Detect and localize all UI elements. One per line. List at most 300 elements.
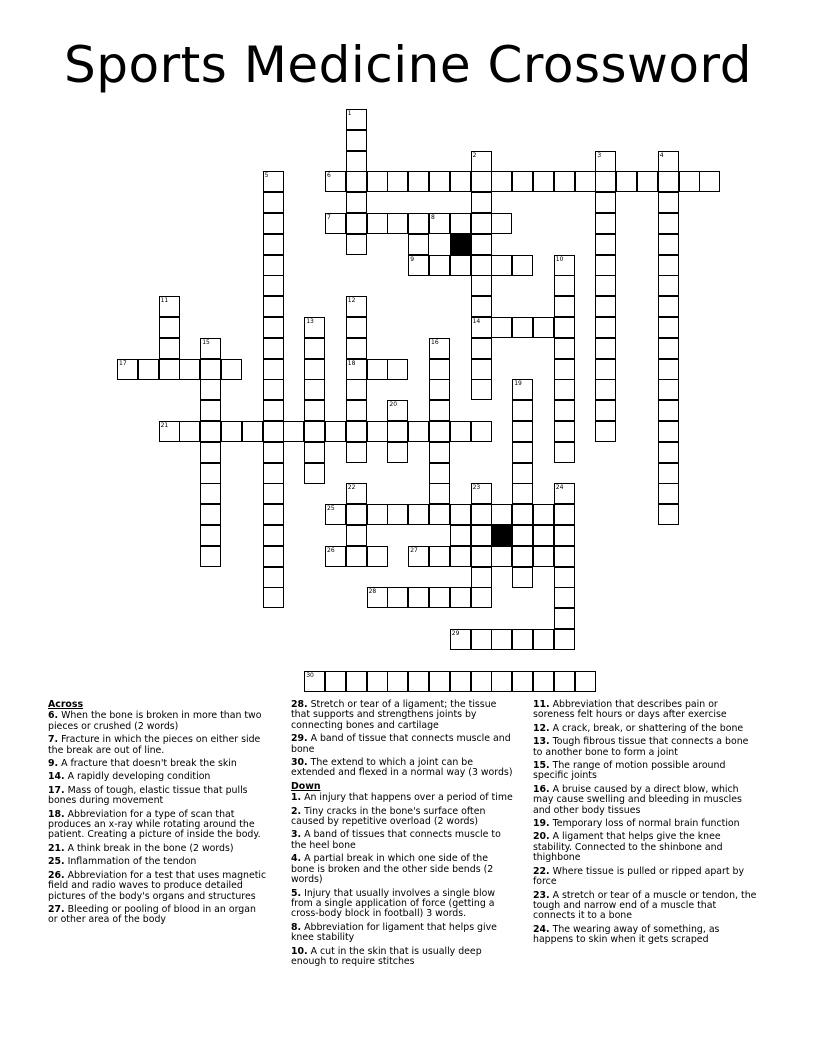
grid-cell[interactable] <box>471 671 492 692</box>
clue-number-label: 17 <box>119 359 127 367</box>
grid-cell[interactable] <box>491 546 512 567</box>
grid-cell[interactable] <box>595 296 616 317</box>
clue-number-label: 19 <box>514 380 522 388</box>
clue-item <box>533 724 758 734</box>
clue-number-label: 8 <box>431 214 435 221</box>
grid-cell[interactable] <box>658 317 679 338</box>
grid-cell[interactable] <box>263 463 284 484</box>
grid-cell[interactable] <box>367 546 388 567</box>
grid-cell[interactable] <box>263 359 284 380</box>
grid-cell[interactable] <box>387 671 408 692</box>
grid-cell[interactable] <box>159 317 180 338</box>
clue-item <box>48 711 268 732</box>
grid-cell[interactable] <box>595 192 616 213</box>
clue-number-label: 5 <box>264 172 269 180</box>
grid-cell[interactable] <box>346 338 367 359</box>
clue-text: The extend to which a joint can be extended and flexed in a normal way (3 words) <box>291 757 513 779</box>
grid-cell[interactable] <box>471 379 492 400</box>
grid-cell[interactable] <box>658 192 679 213</box>
grid-cell[interactable] <box>471 275 492 296</box>
grid-cell[interactable] <box>367 504 388 525</box>
grid-cell[interactable] <box>658 463 679 484</box>
grid-cell[interactable] <box>200 504 221 525</box>
grid-cell[interactable] <box>263 504 284 525</box>
grid-cell[interactable] <box>346 671 367 692</box>
grid-cell[interactable] <box>512 317 533 338</box>
clue-number: 3. <box>291 829 302 841</box>
grid-cell[interactable] <box>471 567 492 588</box>
grid-cell[interactable] <box>575 171 596 192</box>
grid-cell[interactable] <box>179 359 200 380</box>
grid-cell[interactable] <box>346 151 367 172</box>
clue-item <box>48 772 268 782</box>
grid-cell[interactable] <box>387 504 408 525</box>
clue-number: 9. <box>48 758 59 770</box>
clue-item <box>533 819 758 829</box>
grid-cell[interactable] <box>471 546 492 567</box>
grid-cell[interactable] <box>200 463 221 484</box>
grid-cell[interactable] <box>221 359 242 380</box>
clue-text: Injury that usually involves a single blow from a single application of force (getting a cross-body block in football) 3 words. <box>291 887 496 920</box>
grid-cell[interactable] <box>554 338 575 359</box>
clue-number-label: 29 <box>451 630 460 637</box>
grid-cell[interactable] <box>346 130 367 151</box>
grid-cell[interactable] <box>471 171 492 192</box>
grid-cell[interactable] <box>658 442 679 463</box>
grid-cell[interactable] <box>512 483 533 504</box>
grid-cell[interactable] <box>533 546 554 567</box>
grid-cell[interactable] <box>554 504 575 525</box>
grid-cell[interactable] <box>429 421 450 442</box>
clues-column-1 <box>48 700 268 929</box>
grid-cell[interactable] <box>263 483 284 504</box>
grid-cell[interactable] <box>346 317 367 338</box>
grid-cell[interactable] <box>346 192 367 213</box>
clue-item <box>533 761 758 782</box>
clue-text: Mass of tough, elastic tissue that pulls bones during movement <box>48 784 248 807</box>
grid-cell[interactable] <box>471 192 492 213</box>
grid-cell[interactable] <box>450 213 471 234</box>
grid-cell[interactable] <box>429 504 450 525</box>
grid-cell[interactable] <box>471 587 492 608</box>
clue-text: A bruise caused by a direct blow, which may cause swelling and bleeding in muscles and other body tissues <box>533 783 742 816</box>
grid-cell[interactable] <box>367 359 388 380</box>
grid-cell[interactable] <box>346 546 367 567</box>
clue-number: 4. <box>291 853 302 865</box>
clue-text: Abbreviation for ligament that helps give knee stability <box>291 921 497 944</box>
clue-number-label: 12 <box>347 297 356 305</box>
grid-cell[interactable] <box>242 421 263 442</box>
clue-item <box>48 759 268 769</box>
clue-item <box>48 810 268 841</box>
grid-cell[interactable] <box>512 525 533 546</box>
clue-number: 28. <box>291 699 308 710</box>
grid-cell[interactable] <box>658 338 679 359</box>
grid-cell[interactable] <box>179 421 200 442</box>
clue-number-label: 15 <box>202 338 210 346</box>
grid-cell[interactable] <box>595 275 616 296</box>
grid-cell[interactable] <box>429 379 450 400</box>
grid-cell[interactable] <box>595 421 616 442</box>
grid-cell[interactable] <box>595 255 616 276</box>
clue-number: 20. <box>533 831 550 843</box>
grid-cell[interactable] <box>554 171 575 192</box>
clue-item <box>533 867 758 888</box>
grid-cell[interactable] <box>346 379 367 400</box>
clue-text: An injury that happens over a period of time <box>301 792 513 804</box>
grid-cell[interactable] <box>200 359 221 380</box>
grid-cell[interactable] <box>595 400 616 421</box>
grid-cell[interactable] <box>367 213 388 234</box>
clue-number: 29. <box>291 733 308 745</box>
grid-cell[interactable] <box>554 567 575 588</box>
clue-text: A ligament that helps give the knee stability. Connected to the shinbone and thighbone <box>533 831 723 864</box>
grid-cell[interactable] <box>595 379 616 400</box>
clue-text: Bleeding or pooling of blood in an organ or other area of the body <box>48 903 256 926</box>
clue-text: A rapidly developing condition <box>64 771 211 783</box>
grid-cell[interactable] <box>346 234 367 255</box>
grid-cell[interactable] <box>263 192 284 213</box>
grid-cell[interactable] <box>263 255 284 276</box>
grid-cell[interactable] <box>159 338 180 359</box>
grid-cell[interactable] <box>491 171 512 192</box>
clue-text: A stretch or tear of a muscle or tendon, the tough and narrow end of a muscle that connects it to a bone <box>533 889 757 922</box>
clue-number: 21. <box>48 842 65 854</box>
grid-cell[interactable] <box>450 671 471 692</box>
clue-number: 26. <box>48 869 65 881</box>
clue-item <box>291 793 513 803</box>
grid-cell[interactable] <box>554 359 575 380</box>
across-header: Across <box>48 699 84 710</box>
clue-item <box>48 857 268 867</box>
grid-cell[interactable] <box>304 338 325 359</box>
grid-cell[interactable] <box>658 504 679 525</box>
grid-cell[interactable] <box>263 421 284 442</box>
grid-cell[interactable] <box>512 504 533 525</box>
grid-cell[interactable] <box>533 671 554 692</box>
grid-cell[interactable] <box>263 567 284 588</box>
clue-number: 15. <box>533 760 550 772</box>
clue-item <box>533 925 758 946</box>
clue-number: 24. <box>533 923 550 935</box>
clue-number: 17. <box>48 784 65 796</box>
grid-cell[interactable] <box>491 504 512 525</box>
grid-cell[interactable] <box>325 421 346 442</box>
clue-item <box>48 786 268 807</box>
clue-number-label: 20 <box>389 401 398 409</box>
grid-cell[interactable] <box>699 171 720 192</box>
grid-cell[interactable] <box>512 671 533 692</box>
grid-cell[interactable] <box>450 171 471 192</box>
grid-cell[interactable] <box>616 171 637 192</box>
grid-cell[interactable] <box>429 359 450 380</box>
grid-cell[interactable] <box>554 587 575 608</box>
grid-cell[interactable] <box>200 546 221 567</box>
grid-cell[interactable] <box>658 421 679 442</box>
grid-cell[interactable] <box>263 587 284 608</box>
grid-cell[interactable] <box>533 317 554 338</box>
clue-item <box>533 737 758 758</box>
grid-cell[interactable] <box>471 629 492 650</box>
grid-cell[interactable] <box>595 317 616 338</box>
grid-cell[interactable] <box>429 400 450 421</box>
grid-cell[interactable] <box>533 629 554 650</box>
grid-cell[interactable] <box>263 525 284 546</box>
grid-cell[interactable] <box>429 442 450 463</box>
clue-text: When the bone is broken in more than two pieces or crushed (2 words) <box>48 710 262 732</box>
clue-text: Abbreviation that describes pain or soreness felt hours or days after exercise <box>533 699 727 721</box>
grid-cell[interactable] <box>283 421 304 442</box>
grid-cell[interactable] <box>491 255 512 276</box>
clue-number: 6. <box>48 710 59 722</box>
grid-cell[interactable] <box>554 317 575 338</box>
clue-number-label: 21 <box>160 422 169 429</box>
grid-cell[interactable] <box>512 567 533 588</box>
clue-number-label: 28 <box>368 588 377 596</box>
page-title: Sports Medicine Crossword <box>64 36 752 94</box>
clue-number: 2. <box>291 805 302 817</box>
clue-item <box>291 854 513 885</box>
clue-number-label: 2 <box>472 151 477 159</box>
grid-cell[interactable] <box>658 255 679 276</box>
clue-number: 14. <box>48 771 65 783</box>
grid-cell[interactable] <box>658 296 679 317</box>
grid-cell[interactable] <box>408 504 429 525</box>
grid-cell[interactable] <box>471 234 492 255</box>
clue-item <box>291 889 513 920</box>
clue-item <box>291 758 513 779</box>
grid-cell[interactable] <box>263 379 284 400</box>
grid-cell[interactable] <box>450 504 471 525</box>
grid-cell[interactable] <box>554 400 575 421</box>
grid-cell[interactable] <box>346 421 367 442</box>
grid-cell[interactable] <box>408 234 429 255</box>
grid-cell[interactable] <box>304 442 325 463</box>
clue-text: Temporary loss of normal brain function <box>549 818 740 830</box>
grid-cell[interactable] <box>450 587 471 608</box>
grid-cell[interactable] <box>471 359 492 380</box>
grid-cell[interactable] <box>263 234 284 255</box>
grid-cell[interactable] <box>429 546 450 567</box>
grid-cell[interactable] <box>304 359 325 380</box>
clue-text: A cut in the skin that is usually deep enough to require stitches <box>291 945 482 967</box>
clue-text: Abbreviation for a test that uses magnetic field and radio waves to produce detailed pictures of the body's organs and structures <box>48 869 267 902</box>
grid-cell[interactable] <box>533 171 554 192</box>
grid-cell[interactable] <box>471 421 492 442</box>
grid-cell[interactable] <box>595 338 616 359</box>
grid-cell[interactable] <box>221 421 242 442</box>
grid-cell[interactable] <box>387 359 408 380</box>
grid-cell[interactable] <box>450 525 471 546</box>
grid-cell[interactable] <box>658 359 679 380</box>
clue-item <box>291 700 513 731</box>
clue-item <box>291 947 513 968</box>
grid-cell[interactable] <box>512 171 533 192</box>
grid-cell[interactable] <box>450 546 471 567</box>
clue-number-label: 16 <box>431 338 439 346</box>
grid-cell[interactable] <box>554 525 575 546</box>
clue-number-label: 30 <box>306 671 314 679</box>
grid-cell[interactable] <box>387 442 408 463</box>
grid-cell[interactable] <box>346 171 367 192</box>
grid-cell[interactable] <box>367 671 388 692</box>
clue-number: 19. <box>533 818 550 830</box>
grid-cell[interactable] <box>263 546 284 567</box>
grid-cell[interactable] <box>658 234 679 255</box>
grid-cell[interactable] <box>554 379 575 400</box>
grid-cell[interactable] <box>408 171 429 192</box>
grid-cell[interactable] <box>263 338 284 359</box>
grid-cell[interactable] <box>554 421 575 442</box>
grid-cell[interactable] <box>367 421 388 442</box>
grid-cell[interactable] <box>263 442 284 463</box>
grid-cell[interactable] <box>450 255 471 276</box>
grid-cell[interactable] <box>429 587 450 608</box>
grid-cell[interactable] <box>512 400 533 421</box>
grid-cell[interactable] <box>595 359 616 380</box>
grid-cell[interactable] <box>387 587 408 608</box>
clue-text: Where tissue is pulled or ripped apart by force <box>533 865 745 888</box>
grid-cell[interactable] <box>138 359 159 380</box>
grid-cell[interactable] <box>595 171 616 192</box>
grid-cell[interactable] <box>658 400 679 421</box>
clue-number-label: 7 <box>327 214 331 221</box>
grid-cell[interactable] <box>554 629 575 650</box>
grid-cell[interactable] <box>263 317 284 338</box>
grid-cell[interactable] <box>554 275 575 296</box>
grid-cell[interactable] <box>595 213 616 234</box>
grid-cell[interactable] <box>637 171 658 192</box>
grid-cell[interactable] <box>346 504 367 525</box>
clue-text: The wearing away of something, as happens to skin when it gets scraped <box>533 923 720 946</box>
grid-cell[interactable] <box>408 213 429 234</box>
clue-number: 7. <box>48 734 59 746</box>
clue-text: A crack, break, or shattering of the bone <box>549 722 744 734</box>
grid-cell[interactable] <box>450 421 471 442</box>
grid-cell[interactable] <box>471 255 492 276</box>
grid-cell[interactable] <box>429 463 450 484</box>
grid-cell[interactable] <box>387 171 408 192</box>
grid-cell[interactable] <box>429 255 450 276</box>
grid-cell[interactable] <box>408 421 429 442</box>
grid-cell[interactable] <box>200 400 221 421</box>
grid-cell[interactable] <box>595 234 616 255</box>
clue-number-label: 26 <box>327 546 335 554</box>
grid-cell[interactable] <box>471 338 492 359</box>
clue-number: 11. <box>533 699 550 710</box>
grid-cell[interactable] <box>200 421 221 442</box>
clue-number-label: 27 <box>410 546 418 554</box>
clue-item <box>533 832 758 863</box>
grid-cell[interactable] <box>512 546 533 567</box>
grid-cell[interactable] <box>533 504 554 525</box>
grid-cell[interactable] <box>159 359 180 380</box>
grid-cell[interactable] <box>346 213 367 234</box>
grid-cell[interactable] <box>200 379 221 400</box>
grid-cell[interactable] <box>658 171 679 192</box>
grid-cell[interactable] <box>471 504 492 525</box>
grid-cell[interactable] <box>346 442 367 463</box>
grid-cell[interactable] <box>471 213 492 234</box>
grid-cell[interactable] <box>554 608 575 629</box>
clue-item <box>533 700 758 721</box>
grid-cell[interactable] <box>304 421 325 442</box>
clue-number-label: 18 <box>347 359 356 367</box>
grid-cell[interactable] <box>346 525 367 546</box>
grid-cell[interactable] <box>658 275 679 296</box>
grid-cell[interactable] <box>263 400 284 421</box>
grid-cell[interactable] <box>512 255 533 276</box>
grid-cell[interactable] <box>325 671 346 692</box>
grid-cell[interactable] <box>429 671 450 692</box>
clue-text: Tiny cracks in the bone's surface often caused by repetitive overload (2 words) <box>291 805 486 828</box>
grid-cell[interactable] <box>491 629 512 650</box>
grid-cell[interactable] <box>679 171 700 192</box>
clue-number-label: 13 <box>306 318 314 325</box>
clue-number-label: 10 <box>555 255 564 263</box>
grid-cell[interactable] <box>575 671 596 692</box>
grid-cell[interactable] <box>263 296 284 317</box>
clue-number: 23. <box>533 889 550 901</box>
grid-cell[interactable] <box>554 442 575 463</box>
grid-cell[interactable] <box>346 400 367 421</box>
grid-cell[interactable] <box>200 483 221 504</box>
grid-cell[interactable] <box>304 379 325 400</box>
grid-cell[interactable] <box>408 587 429 608</box>
grid-cell[interactable] <box>263 213 284 234</box>
grid-cell[interactable] <box>471 525 492 546</box>
grid-cell[interactable] <box>387 213 408 234</box>
clue-number: 12. <box>533 722 550 734</box>
grid-cell[interactable] <box>512 629 533 650</box>
grid-cell[interactable] <box>658 379 679 400</box>
grid-cell[interactable] <box>512 421 533 442</box>
grid-cell[interactable] <box>491 671 512 692</box>
black-cell <box>450 234 471 255</box>
grid-cell[interactable] <box>512 442 533 463</box>
clue-item <box>48 844 268 854</box>
grid-cell[interactable] <box>200 525 221 546</box>
grid-cell[interactable] <box>304 400 325 421</box>
clue-number-label: 3 <box>597 151 602 159</box>
grid-cell[interactable] <box>304 463 325 484</box>
grid-cell[interactable] <box>554 296 575 317</box>
grid-cell[interactable] <box>554 546 575 567</box>
grid-cell[interactable] <box>658 213 679 234</box>
clue-text: Inflammation of the tendon <box>64 856 197 868</box>
grid-cell[interactable] <box>367 171 388 192</box>
grid-cell[interactable] <box>491 213 512 234</box>
grid-cell[interactable] <box>554 671 575 692</box>
clue-number: 22. <box>533 865 550 877</box>
grid-cell[interactable] <box>658 483 679 504</box>
clue-item <box>533 785 758 816</box>
clue-text: A fracture that doesn't break the skin <box>58 758 237 770</box>
grid-cell[interactable] <box>200 442 221 463</box>
grid-cell[interactable] <box>263 275 284 296</box>
grid-cell[interactable] <box>408 671 429 692</box>
clue-text: A band of tissue that connects muscle and bone <box>291 733 511 755</box>
clue-item <box>48 905 268 926</box>
grid-cell[interactable] <box>471 296 492 317</box>
grid-cell[interactable] <box>512 463 533 484</box>
grid-cell[interactable] <box>429 483 450 504</box>
grid-cell[interactable] <box>533 525 554 546</box>
grid-cell[interactable] <box>429 171 450 192</box>
clue-item <box>533 891 758 922</box>
grid-cell[interactable] <box>491 317 512 338</box>
grid-cell[interactable] <box>387 421 408 442</box>
